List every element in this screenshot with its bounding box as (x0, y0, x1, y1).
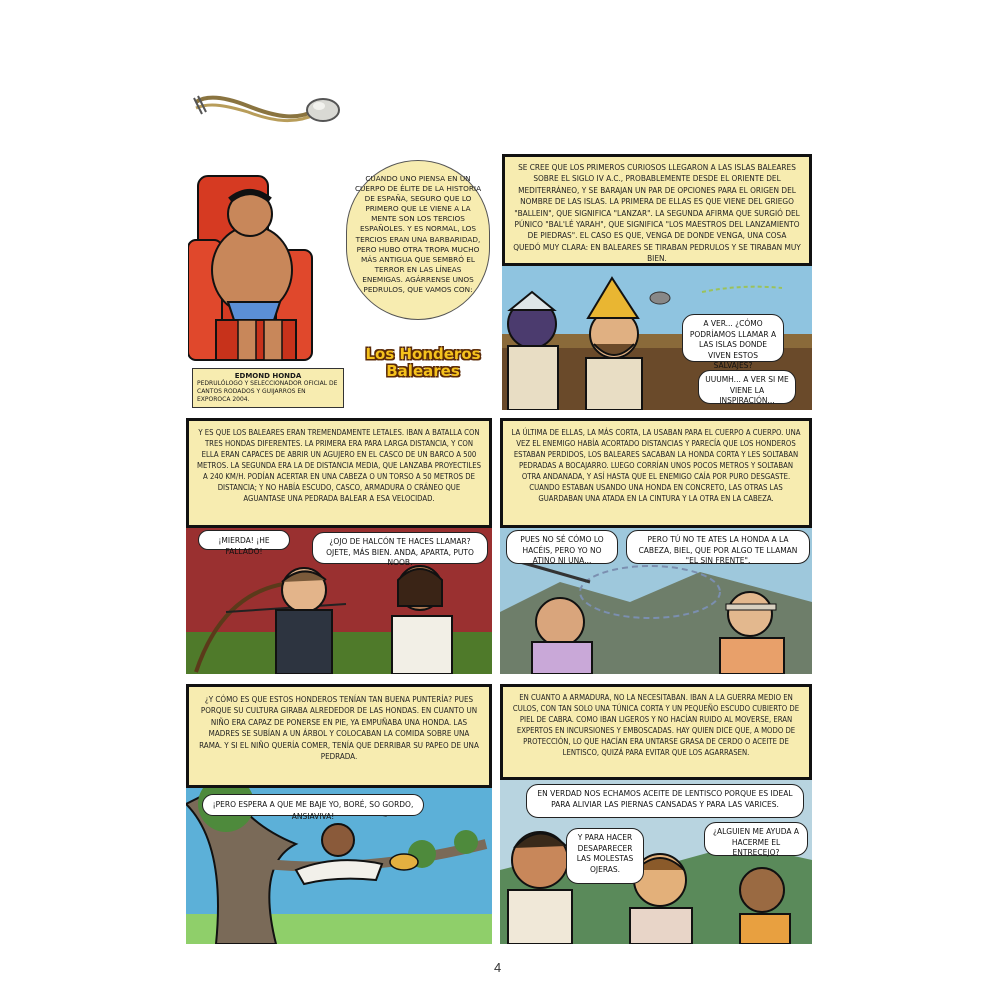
narrator-role: PEDRULÓLOGO Y SELECCIONADOR OFICIAL DE CANTOS RODADOS Y GUIJARROS EN EXPOROCA 2004. (197, 380, 338, 403)
panel-5-speech-bubble-1: ¡PERO ESPERA A QUE ME BAJE YO, BORÉ, SO GORDO, ANSIAVIVA! (202, 794, 424, 816)
narrator-intro-text: CUANDO UNO PIENSA EN UN CUERPO DE ÉLITE DE LA HISTORIA DE ESPAÑA, SEGURO QUE LO PRIMERO QUE LE VIENE A LA MENTE SON LOS TERCIOS ESPAÑOLES. Y ES NORMAL, LOS TERCIOS ERAN UNA BARBARIDAD, PERO HUBO OTRA TROPA MUCHO MÁS ANTIGUA QUE SEMBRÓ EL TERROR EN LAS LÍNEAS ENEMIGAS. AGÁRRENSE UNOS PEDRULOS, QUE VAMOS CON: (354, 174, 482, 295)
panel-4-speech-bubble-2: PERO TÚ NO TE ATES LA HONDA A LA CABEZA, BIEL, QUE POR ALGO TE LLAMAN "EL SIN FRENTE". (626, 530, 810, 564)
series-title-line-1: Los Honderos (365, 345, 481, 363)
panel-6-speech-bubble-1: EN VERDAD NOS ECHAMOS ACEITE DE LENTISCO PORQUE ES IDEAL PARA ALIVIAR LAS PIERNAS CANSADAS Y PARA LAS VARICES. (526, 784, 804, 818)
panel-3-caption: Y ES QUE LOS BALEARES ERAN TREMENDAMENTE LETALES. IBAN A BATALLA CON TRES HONDAS DIFERENTES. LA PRIMERA ERA PARA LARGA DISTANCIA, Y CON ELLA ERAN CAPACES DE ABRIR UN AGUJERO EN EL CASCO DE UN BARCO A 500 METROS. LA SEGUNDA ERA LA DE DISTANCIA MEDIA, QUE LANZABA PROYECTILES A 240 KM/H. PODÍAN ACERTAR EN UNA CABEZA O UN TORSO A 50 METROS DE DISTANCIA; Y NO HABÍA ESCUDO, CASCO, ARMADURA O CRÁNEO QUE AGUANTASE UNA PEDRADA BALEAR A ESA VELOCIDAD. (186, 418, 492, 528)
panel-4 (500, 418, 812, 674)
panel-4-speech-bubble-1: PUES NO SÉ CÓMO LO HACÉIS, PERO YO NO ATINO NI UNA... (506, 530, 618, 564)
panel-4-caption: LA ÚLTIMA DE ELLAS, LA MÁS CORTA, LA USABAN PARA EL CUERPO A CUERPO. UNA VEZ EL ENEMIGO HABÍA ACORTADO DISTANCIAS Y PARECÍA QUE LOS HONDEROS ESTABAN PERDIDOS, LOS BALEARES SACABAN LA HONDA CORTA Y LES SOLTABAN PEDRADAS A BOCAJARRO. LUEGO CORRÍAN UNOS POCOS METROS Y SOLTABAN OTRA ANDANADA, Y ASÍ HASTA QUE EL ENEMIGO CAÍA POR PURO DESGASTE. CUANDO ESTABAN USANDO UNA HONDA EN CONCRETO, LAS OTRAS LAS GUARDABAN UNA ATADA EN LA CINTURA Y LA OTRA EN LA CABEZA. (500, 418, 812, 528)
panel-5-caption: ¿Y CÓMO ES QUE ESTOS HONDEROS TENÍAN TAN BUENA PUNTERÍA? PUES PORQUE SU CULTURA GIRABA ALREDEDOR DE LAS HONDAS. EN CUANTO UN NIÑO ERA CAPAZ DE PONERSE EN PIE, YA EMPUÑABA UNA HONDA. LAS MADRES SE SUBÍAN A UN ÁRBOL Y COLOCABAN LA COMIDA SOBRE UNA RAMA. Y SI EL NIÑO QUERÍA COMER, TENÍA QUE DERRIBAR SU PAPEO DE UNA PEDRADA. (186, 684, 492, 788)
narrator-name-box (192, 368, 344, 408)
narrator-armchair-illustration (188, 170, 318, 370)
panel-6-speech-bubble-3: ¿ALGUIEN ME AYUDA A HACERME EL ENTRECEJO? (704, 822, 808, 856)
panel-2-speech-bubble-1: A VER... ¿CÓMO PODRÍAMOS LLAMAR A LAS ISLAS DONDE VIVEN ESTOS SALVAJES? (682, 314, 784, 362)
sling-illustration (188, 84, 343, 130)
panel-3 (186, 418, 492, 674)
narrator-name: EDMOND HONDA (234, 372, 302, 380)
panel-6-caption: EN CUANTO A ARMADURA, NO LA NECESITABAN. IBAN A LA GUERRA MEDIO EN CULOS, CON TAN SOLO UNA TÚNICA CORTA Y UN PEQUEÑO ESCUDO CUBIERTO DE PIEL DE CABRA. COMO IBAN LIGEROS Y NO HACÍAN RUIDO AL MOVERSE, ERAN EXPERTOS EN INCURSIONES Y EMBOSCADAS. HAY QUIEN DICE QUE, A MODO DE PROTECCIÓN, LO QUE HACÍAN ERA UNTARSE GRASA DE CERDO O ACEITE DE LENTISCO, QUIZÁ PARA EVITAR QUE LOS AGARRASEN. (500, 684, 812, 780)
panel-2 (502, 154, 812, 410)
panel-2-caption: SE CREE QUE LOS PRIMEROS CURIOSOS LLEGARON A LAS ISLAS BALEARES SOBRE EL SIGLO IV A.C., PROBABLEMENTE DESDE EL ORIENTE DEL MEDITERRÁNEO, Y SE BARAJAN UN PAR DE OPCIONES PARA EL ORIGEN DEL NOMBRE DE LAS ISLAS. LA PRIMERA DE ELLAS ES QUE VIENE DEL GRIEGO "BALLEIN", QUE SIGNIFICA "LANZAR". LA SEGUNDA AFIRMA QUE SURGIÓ DEL PÚNICO "BAL'LÉ YARAH", QUE SIGNIFICA "LOS MAESTROS DEL LANZAMIENTO DE PIEDRAS". EL CASO ES QUE, VENGA DE DONDE VENGA, UNA COSA QUEDÓ MUY CLARA: EN BALEARES SE TIRABAN PEDRULOS Y SE TIRABAN MUY BIEN. (502, 154, 812, 266)
panel-3-speech-bubble-1: ¡MIERDA! ¡HE FALLADO! (198, 530, 290, 550)
panel-2-speech-bubble-2: UUUMH... A VER SI ME VIENE LA INSPIRACIÓN... (698, 370, 796, 404)
panel-6 (500, 684, 812, 944)
series-title (356, 346, 490, 380)
series-title-line-2: Baleares (386, 362, 460, 380)
panel-5 (186, 684, 492, 944)
panel-3-speech-bubble-2: ¿OJO DE HALCÓN TE HACES LLAMAR? OJETE, MÁS BIEN. ANDA, APARTA, PUTO NOOB. (312, 532, 488, 564)
panel-6-speech-bubble-2: Y PARA HACER DESAPARECER LAS MOLESTAS OJERAS. (566, 828, 644, 884)
page-number: 4 (494, 960, 502, 975)
panel-narrator (188, 160, 490, 410)
